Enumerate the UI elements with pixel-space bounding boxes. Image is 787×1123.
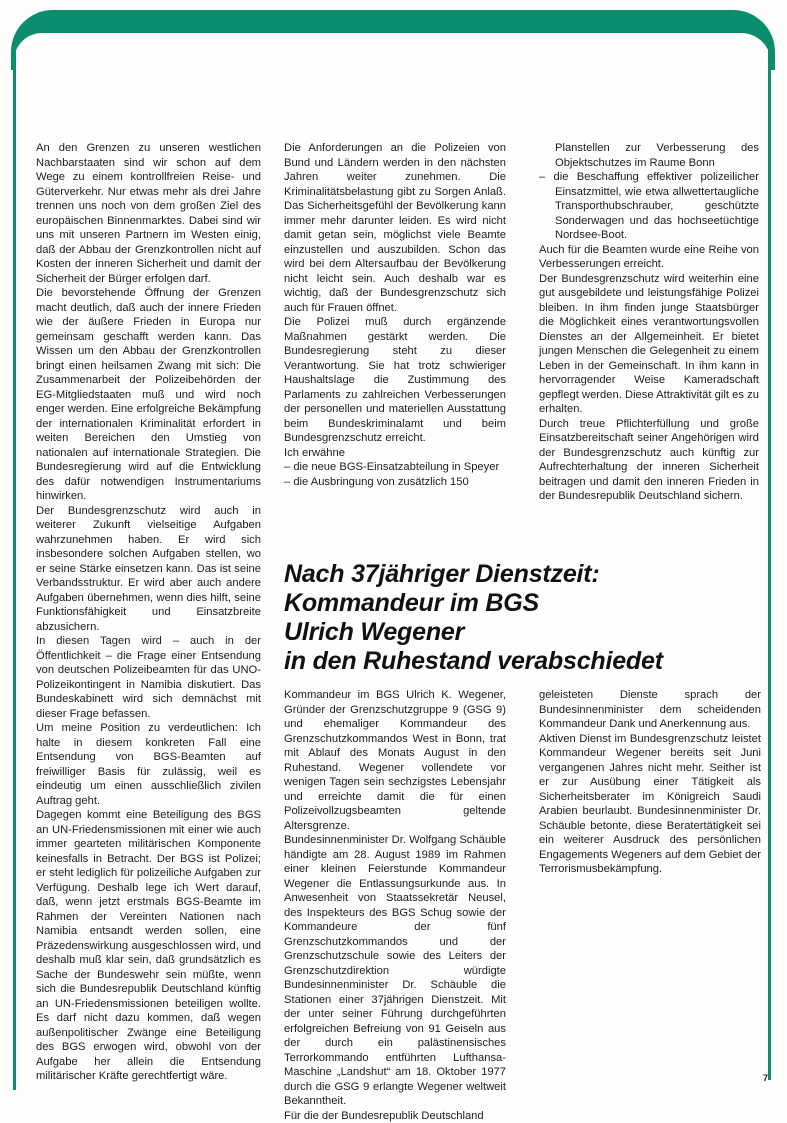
- paragraph: Der Bundesgrenzschutz wird weiterhin eine gut ausgebildete und leistungsfähige Polizei bleiben. In ihm finden junge Staatsbürger die Möglichkeit eines verantwortungsvollen Dienstes an der Allgemeinheit. Er bietet jungen Menschen die Gelegenheit zu einem Leben in der Gemeinschaft. In ihm kann in hervorragender Weise Kameradschaft gepflegt werden. Diese Attraktivität gilt es zu erhalten.: [539, 272, 759, 417]
- paragraph: Aktiven Dienst im Bundesgrenzschutz leistet Kommandeur Wegener bereits seit Juni vergangenen Jahres nicht mehr. Seither ist er zur Ausübung einer Tätigkeit als Sicherheitsberater im Königreich Saudi Arabien beurlaubt. Bundesinnenminister Dr. Schäuble betonte, diese Beratertätigkeit sei ein weiterer Ausdruck des persönlichen Engagements Wegeners auf dem Gebiet der Terrorismusbekämpfung.: [539, 732, 761, 877]
- paragraph: In diesen Tagen wird – auch in der Öffentlichkeit – die Frage einer Entsendung von deutschen Polizeibeamten für das UNO-Polizeikontingent in Namibia diskutiert. Das Bundeskabinett wird sich demnächst mit dieser Frage befassen.: [36, 634, 261, 721]
- paragraph: Für die der Bundesrepublik Deutschland: [284, 1109, 506, 1123]
- paragraph: Bundesinnenminister Dr. Wolfgang Schäuble händigte am 28. August 1989 im Rahmen einer kleinen Feierstunde Kommandeur Wegener die Entlassungsurkunde aus. In Anwesenheit von Staatssekretär Neusel, des Inspekteurs des BGS Schug sowie der Kommandeure der fünf Grenzschutzkommandos und der Grenzschutzschule sowie des Leiters der Grenzschutzdirektion würdigte Bundesinnenminister Dr. Schäuble die Stationen einer 37jährigen Dienstzeit. Mit der unter seiner Führung durchgeführten erfolgreichen Befreiung von 91 Geiseln aus der durch ein palästinensisches Terrorkommando entführten Lufthansa-Maschine „Landshut“ am 18. Oktober 1977 durch die GSG 9 erlangte Wegener weltweit Bekanntheit.: [284, 833, 506, 1109]
- page-frame-inner: [14, 33, 771, 73]
- paragraph: Die bevorstehende Öffnung der Grenzen macht deutlich, daß auch der innere Frieden wie der äußere Frieden in Europa nur gemeinsam geschafft werden kann. Das Wissen um den Abbau der Grenzkontrollen bringt einen heilsamen Zwang mit sich: Die Zusammenarbeit der Polizeibehörden der EG-Mitgliedstaaten muß und wird noch enger werden. Eine erfolgreiche Bekämpfung der internationalen Kriminalität erfordert in weiten Bereichen den Umstieg von nationalen auf internationale Strategien. Die Bundesregierung wird auf die Entwicklung des dafür notwendigen Instrumentariums hinwirken.: [36, 286, 261, 504]
- list-item: – die Beschaffung effektiver polizeilicher Einsatzmittel, wie etwa allwettertaugliche Transporthubschrauber, geschützte Sonderwagen und das hochseetüchtige Nordsee-Boot.: [539, 170, 759, 243]
- page-frame-right-rule: [768, 50, 771, 1080]
- article-column-3: [539, 141, 759, 504]
- paragraph: Auch für die Beamten wurde eine Reihe von Verbesserungen erreicht.: [539, 243, 759, 272]
- list-item: – die Ausbringung von zusätzlich 150: [284, 475, 506, 490]
- list-item-continuation: Planstellen zur Verbesserung des Objektschutzes im Raume Bonn: [539, 141, 759, 170]
- page-frame-left-rule: [13, 50, 16, 1090]
- headline-line: Kommandeur im BGS: [284, 589, 754, 618]
- headline-line: Nach 37jähriger Dienstzeit:: [284, 560, 754, 589]
- list-item: – die neue BGS-Einsatzabteilung in Speyer: [284, 460, 506, 475]
- page-number: 7: [763, 1073, 768, 1083]
- article-column-1: [36, 141, 261, 1084]
- article-headline: [284, 560, 754, 676]
- paragraph: Die Anforderungen an die Polizeien von Bund und Ländern werden in den nächsten Jahren weiter zunehmen. Die Kriminalitätsbelastung gibt zu Sorgen Anlaß. Das Sicherheitsgefühl der Bevölkerung kann immer mehr darunter leiden. Es wird nicht damit getan sein, möglichst viele Beamte einzustellen und auszubilden. Schon das wird bei dem Altersaufbau der Bevölkerung nicht leicht sein. Auch deshalb war es wichtig, daß der Bundesgrenzschutz sich auch für Frauen öffnet.: [284, 141, 506, 315]
- paragraph: Kommandeur im BGS Ulrich K. Wegener, Gründer der Grenzschutzgruppe 9 (GSG 9) und ehemaliger Kommandeur des Grenzschutzkommandos West in Bonn, trat mit Ablauf des Monats August in den Ruhestand. Wegener vollendete vor wenigen Tagen sein sechzigstes Lebensjahr und erreichte damit die für einen Polizeivollzugsbeamten geltende Altersgrenze.: [284, 688, 506, 833]
- paragraph: Der Bundesgrenzschutz wird auch in weiterer Zukunft vielseitige Aufgaben wahrzunehmen haben. Er wird sich insbesondere solchen Aufgaben stellen, wo er seine Stärke einsetzen kann. Das ist seine Verbandsstruktur. Er wird aber auch andere Aufgaben übernehmen, wenn dies hilft, seine Funktionsfähigkeit und Einsatzbreite abzusichern.: [36, 504, 261, 635]
- paragraph: Um meine Position zu verdeutlichen: Ich halte in diesem konkreten Fall eine Entsendung von BGS-Beamten auf freiwilliger Basis für zulässig, weil es eindeutig um einen ausschließlich zivilen Auftrag geht.: [36, 721, 261, 808]
- article2-column-right: [539, 688, 761, 877]
- headline-line: in den Ruhestand verabschiedet: [284, 647, 754, 676]
- paragraph: Ich erwähne: [284, 446, 506, 461]
- paragraph: Dagegen kommt eine Beteiligung des BGS an UN-Friedensmissionen mit einer wie auch immer gearteten militärischen Komponente keinesfalls in Betracht. Der BGS ist Polizei; er steht lediglich für polizeiliche Aufgaben zur Verfügung. Deshalb lege ich Wert darauf, daß, wenn jetzt erstmals BGS-Beamte im Rahmen der Vereinten Nationen nach Namibia entsandt werden sollen, eine Präzedenswirkung ausgeschlossen wird, und deshalb muß klar sein, daß grundsätzlich es Sache der Bundeswehr sein müßte, wenn sich die Bundesrepublik Deutschland künftig an UN-Friedensmissionen beteiligen wollte. Es darf nicht dazu kommen, daß wegen außenpolitischer Zwänge eine Beteiligung des BGS erwogen wird, obwohl von der Aufgabe her allein die Entsendung militärischer Kräfte gerechtfertigt wäre.: [36, 808, 261, 1084]
- paragraph: geleisteten Dienste sprach der Bundesinnenminister dem scheidenden Kommandeur Dank und Anerkennung aus.: [539, 688, 761, 732]
- headline-line: Ulrich Wegener: [284, 618, 754, 647]
- paragraph: Die Polizei muß durch ergänzende Maßnahmen gestärkt werden. Die Bundesregierung steht zu dieser Verantwortung. Sie hat trotz schwieriger Haushaltslage die Zustimmung des Parlaments zu zahlreichen Verbesserungen der personellen und materiellen Ausstattung beim Bundeskriminalamt und beim Bundesgrenzschutz erreicht.: [284, 315, 506, 446]
- paragraph: An den Grenzen zu unseren westlichen Nachbarstaaten sind wir schon auf dem Wege zu einem kontrollfreien Reise- und Güterverkehr. Nur etwas mehr als drei Jahre trennen uns noch von dem großen Ziel des europäischen Binnenmarktes. Dabei sind wir uns mit unseren Partnern im Westen einig, daß der Abbau der Grenzkontrollen nicht auf Kosten der inneren Sicherheit und damit der Sicherheit der Bürger erfolgen darf.: [36, 141, 261, 286]
- article-column-2: [284, 141, 506, 489]
- article2-column-left: [284, 688, 506, 1123]
- paragraph: Durch treue Pflichterfüllung und große Einsatzbereitschaft seiner Angehörigen wird der Bundesgrenzschutz auch künftig zur Aufrechterhaltung der inneren Sicherheit beitragen und damit den inneren Frieden in der Bundesrepublik Deutschland sichern.: [539, 417, 759, 504]
